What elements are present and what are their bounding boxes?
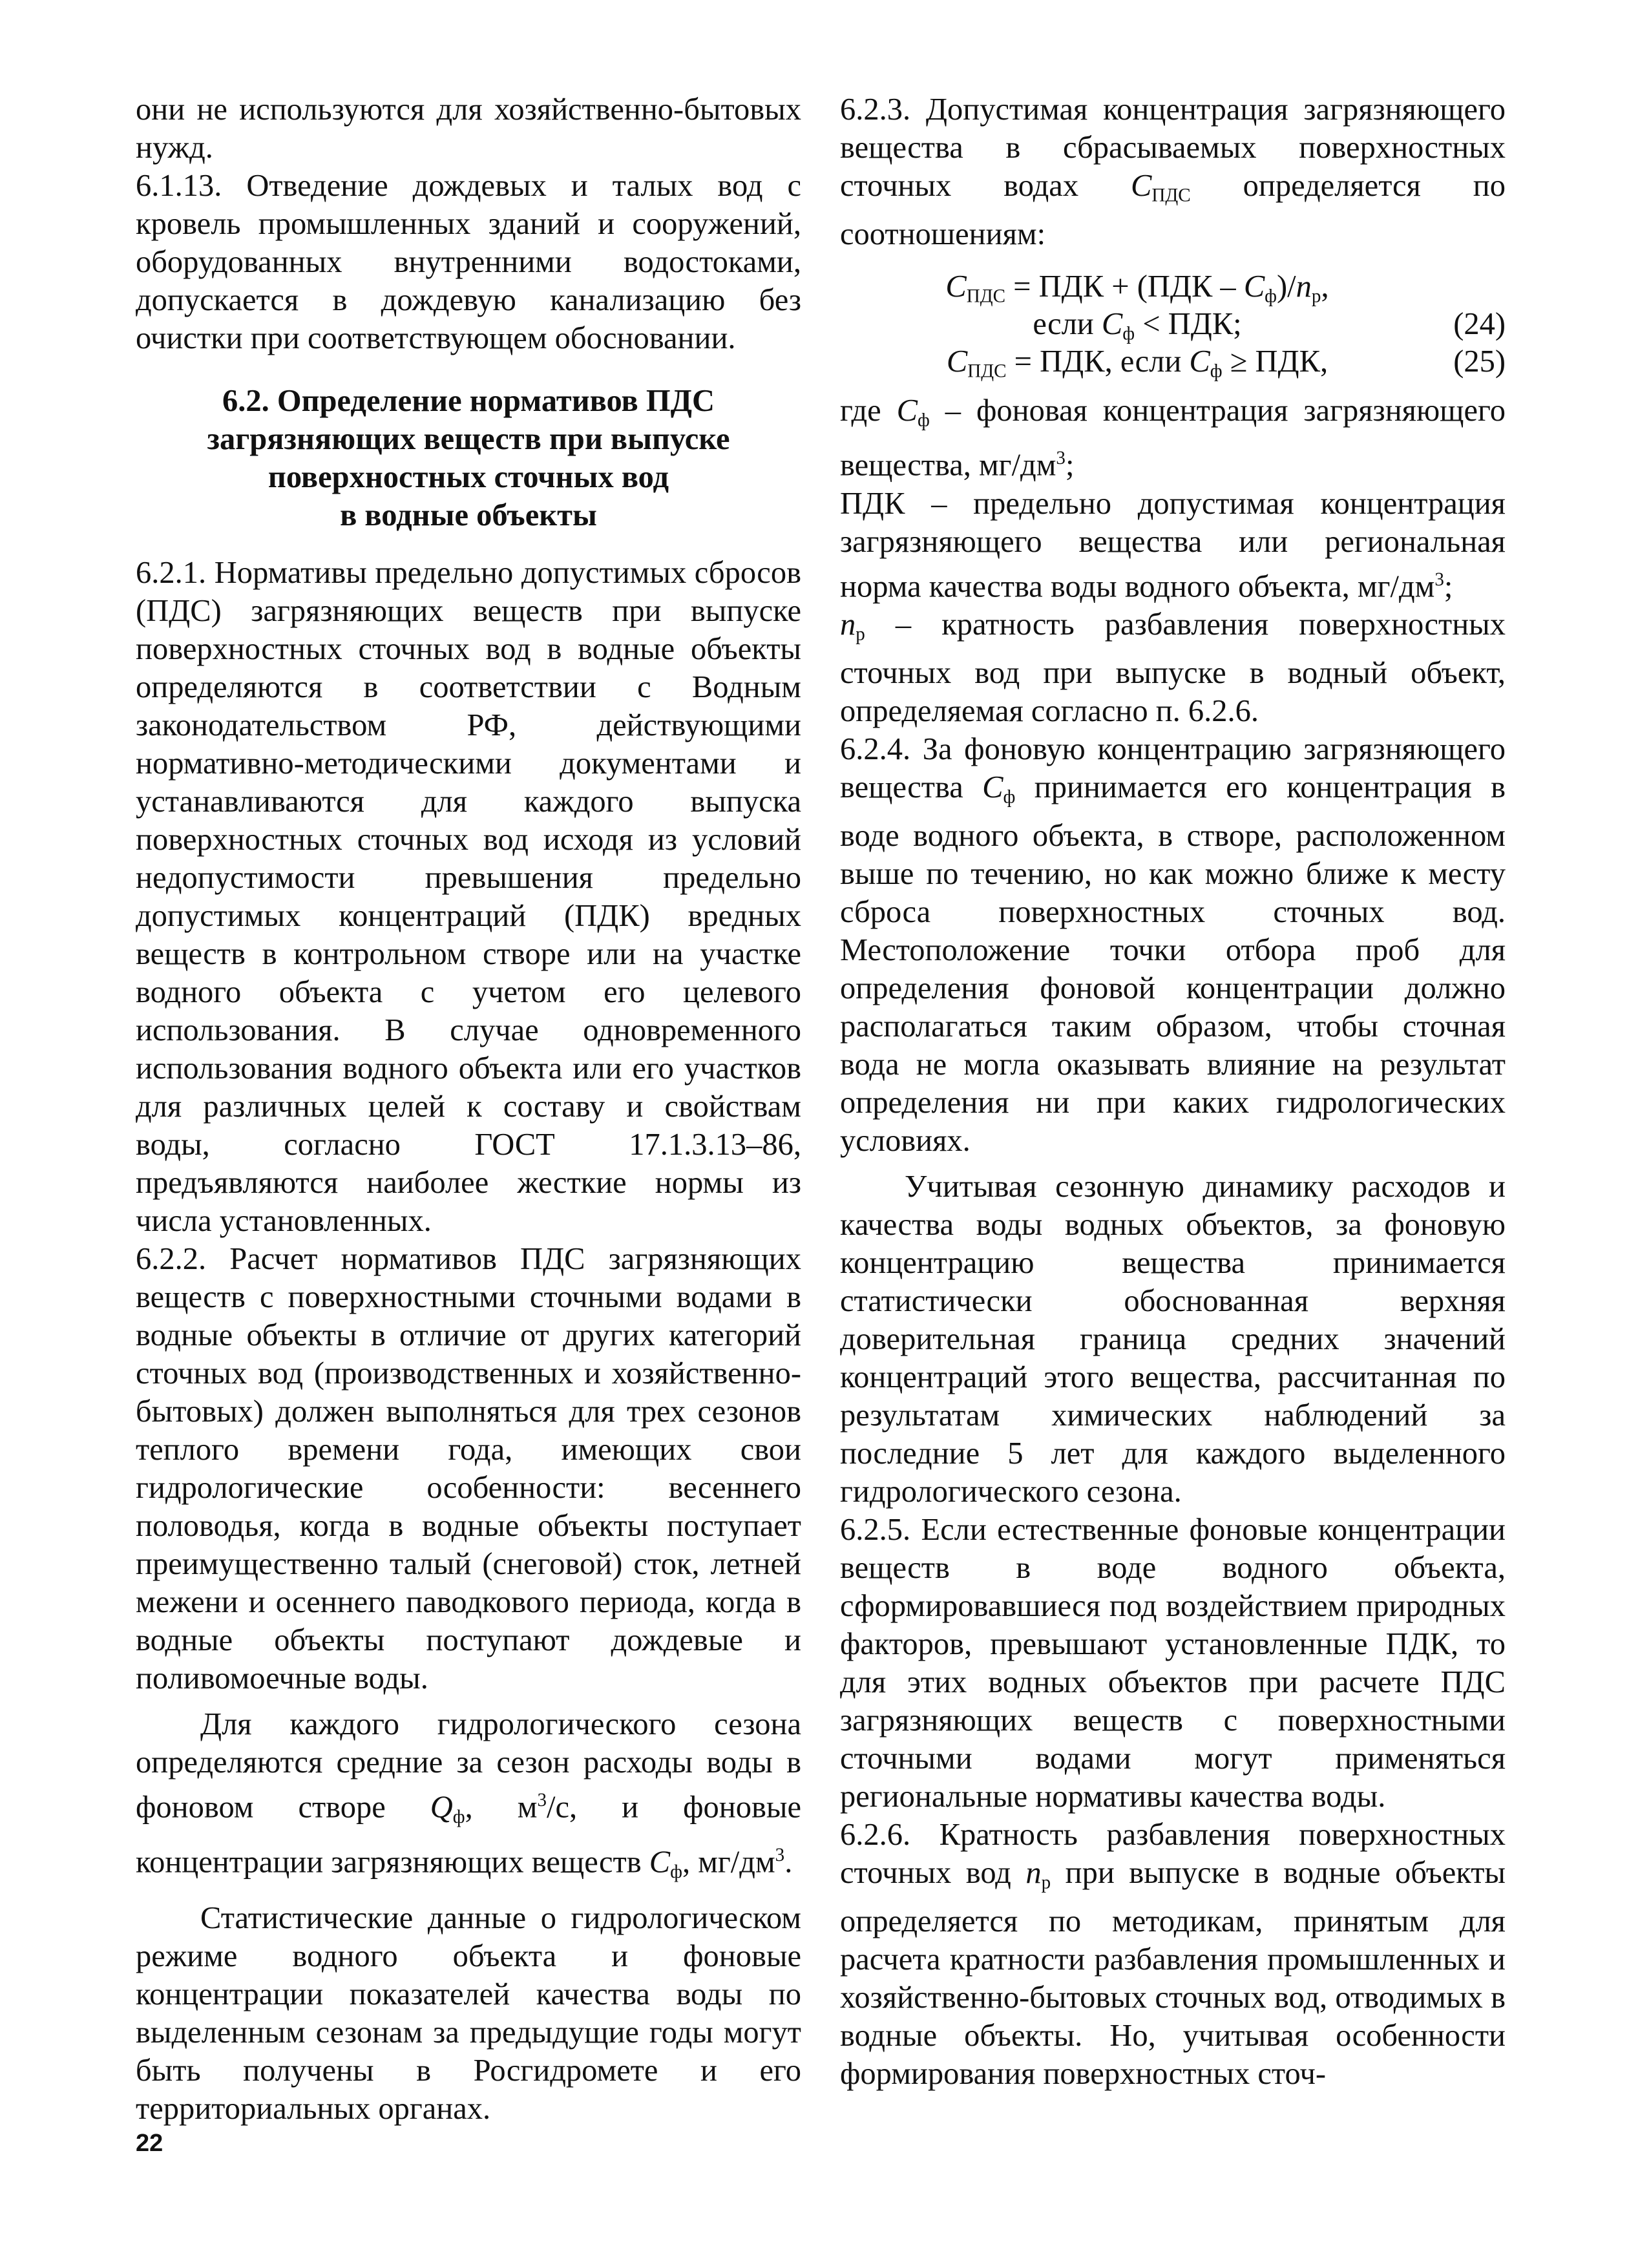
paragraph-6-2-2: 6.2.2. Расчет нормативов ПДС загрязняющих веществ с поверхностными сточными водами в водные объекты в отличие от других категорий сточных вод (производственных и хозяйственно-бытовых) должен выполняться для трех сезонов теплого времени года, имеющих свои гидрологические особенности: весеннего половодья, когда в водные объекты поступает преимущественно талый (снеговой) сток, летней межени и осеннего паводкового периода, когда в водные объекты поступают дождевые и поливомоечные воды. <box>136 1242 801 1696</box>
paragraph-6-1-13: 6.1.13. Отведение дождевых и талых вод с кровель промышленных зданий и сооружений, оборудованных внутренними водостоками, допускается в дождевую канализацию без очистки при соответствующем обосновании. <box>136 169 801 355</box>
paragraph-6-2-6: 6.2.6. Кратность разбавления поверхностных сточных вод $n_р$ при выпуске в водные объекты определяется по методикам, принятым для расчета кратности разбавления промышленных и хозяйственно-бытовых сточных вод, отводимых в водные объекты. Но, учитывая особенности формирования поверхностных сточ- <box>840 1817 1506 2091</box>
heading-line: поверхностных сточных вод <box>268 460 669 494</box>
paragraph-seasonal-dynamics: Учитывая сезонную динамику расходов и качества воды водных объектов, за фоновую концентрацию вещества принимается статистически обоснованная верхняя доверительная граница средних значений концентраций этого вещества, рассчитанная по результатам химических наблюдений за последние 5 лет для каждого выделенного гидрологического сезона. <box>840 1169 1506 1509</box>
heading-line: 6.2. Определение нормативов ПДС <box>222 384 715 418</box>
definition-cf: где $C_ф$ – фоновая концентрация загрязняющего вещества, $мг/дм^3$; <box>840 393 1506 483</box>
formula-block <box>840 268 1506 380</box>
left-column <box>136 90 801 2128</box>
paragraph-seasons: Для каждого гидрологического сезона определяются средние за сезон расходы воды в фоновом створе $Q_ф$, $м^3/с$, и фоновые концентрации загрязняющих веществ $C_ф$, $мг/дм^3$. <box>136 1707 801 1883</box>
equation-number: (25) <box>1453 344 1506 379</box>
definition-pdk: ПДК – предельно допустимая концентрация загрязняющего вещества или региональная норма качества воды водного объекта, $мг/дм^3$; <box>840 486 1506 604</box>
formula-25: $C_{ПДС}$ = ПДК, если $C_ф$ ≥ ПДК, (25) <box>840 342 1506 380</box>
formula-24-line-2: если $C_ф$ < ПДК; (24) <box>840 305 1506 342</box>
paragraph: они не используются для хозяйственно-бытовых нужд. <box>136 92 801 165</box>
page-number: 22 <box>136 2130 163 2157</box>
paragraph-6-2-5: 6.2.5. Если естественные фоновые концентрации веществ в воде водного объекта, сформировавшиеся под воздействием природных факторов, превышают установленные ПДК, то для этих водных объектов при расчете ПДС загрязняющих веществ с поверхностными сточными водами могут применяться региональные нормативы качества воды. <box>840 1512 1506 1814</box>
definition-np: $n_р$ – кратность разбавления поверхностных сточных вод при выпуске в водный объект, определяемая согласно п. 6.2.6. <box>840 607 1506 729</box>
paragraph-6-2-3: 6.2.3. Допустимая концентрация загрязняющего вещества в сбрасываемых поверхностных сточных водах $C_{ПДС}$ определяется по соотношениям: <box>840 92 1506 251</box>
formula-24-line-1: $C_{ПДС}$ = ПДК + $(ПДК - C_ф)/n_р$, <box>945 269 1329 307</box>
paragraph-statistics: Статистические данные о гидрологическом режиме водного объекта и фоновые концентрации показателей качества воды по выделенным сезонам за предыдущие годы могут быть получены в Росгидромете и его территориальных органах. <box>136 1901 801 2126</box>
heading-line: загрязняющих веществ при выпуске <box>207 422 730 456</box>
equation-number: (24) <box>1453 306 1506 341</box>
right-column <box>840 90 1506 2093</box>
paragraph-6-2-4: 6.2.4. За фоновую концентрацию загрязняющего вещества $C_ф$ принимается его концентрация в воде водного объекта, в створе, расположенном выше по течению, но как можно ближе к месту сброса поверхностных сточных вод. Местоположение точки отбора проб для определения фоновой концентрации должно располагаться таким образом, чтобы сточная вода не могла оказывать влияние на результат определения ни при каких гидрологических условиях. <box>840 732 1506 1158</box>
section-heading-6-2 <box>136 382 801 534</box>
heading-line: в водные объекты <box>340 498 597 532</box>
paragraph-6-2-1: 6.2.1. Нормативы предельно допустимых сбросов (ПДС) загрязняющих веществ при выпуске поверхностных сточных вод в водные объекты определяются в соответствии с Водным законодательством РФ, действующими нормативно-методическими документами и устанавливаются для каждого выпуска поверхностных сточных вод исходя из условий недопустимости превышения предельно допустимых концентраций (ПДК) вредных веществ в контрольном створе или на участке водного объекта с учетом его целевого использования. В случае одновременного использования водного объекта или его участков для различных целей к составу и свойствам воды, согласно ГОСТ 17.1.3.13–86, предъявляются наиболее жесткие нормы из числа установленных. <box>136 556 801 1238</box>
